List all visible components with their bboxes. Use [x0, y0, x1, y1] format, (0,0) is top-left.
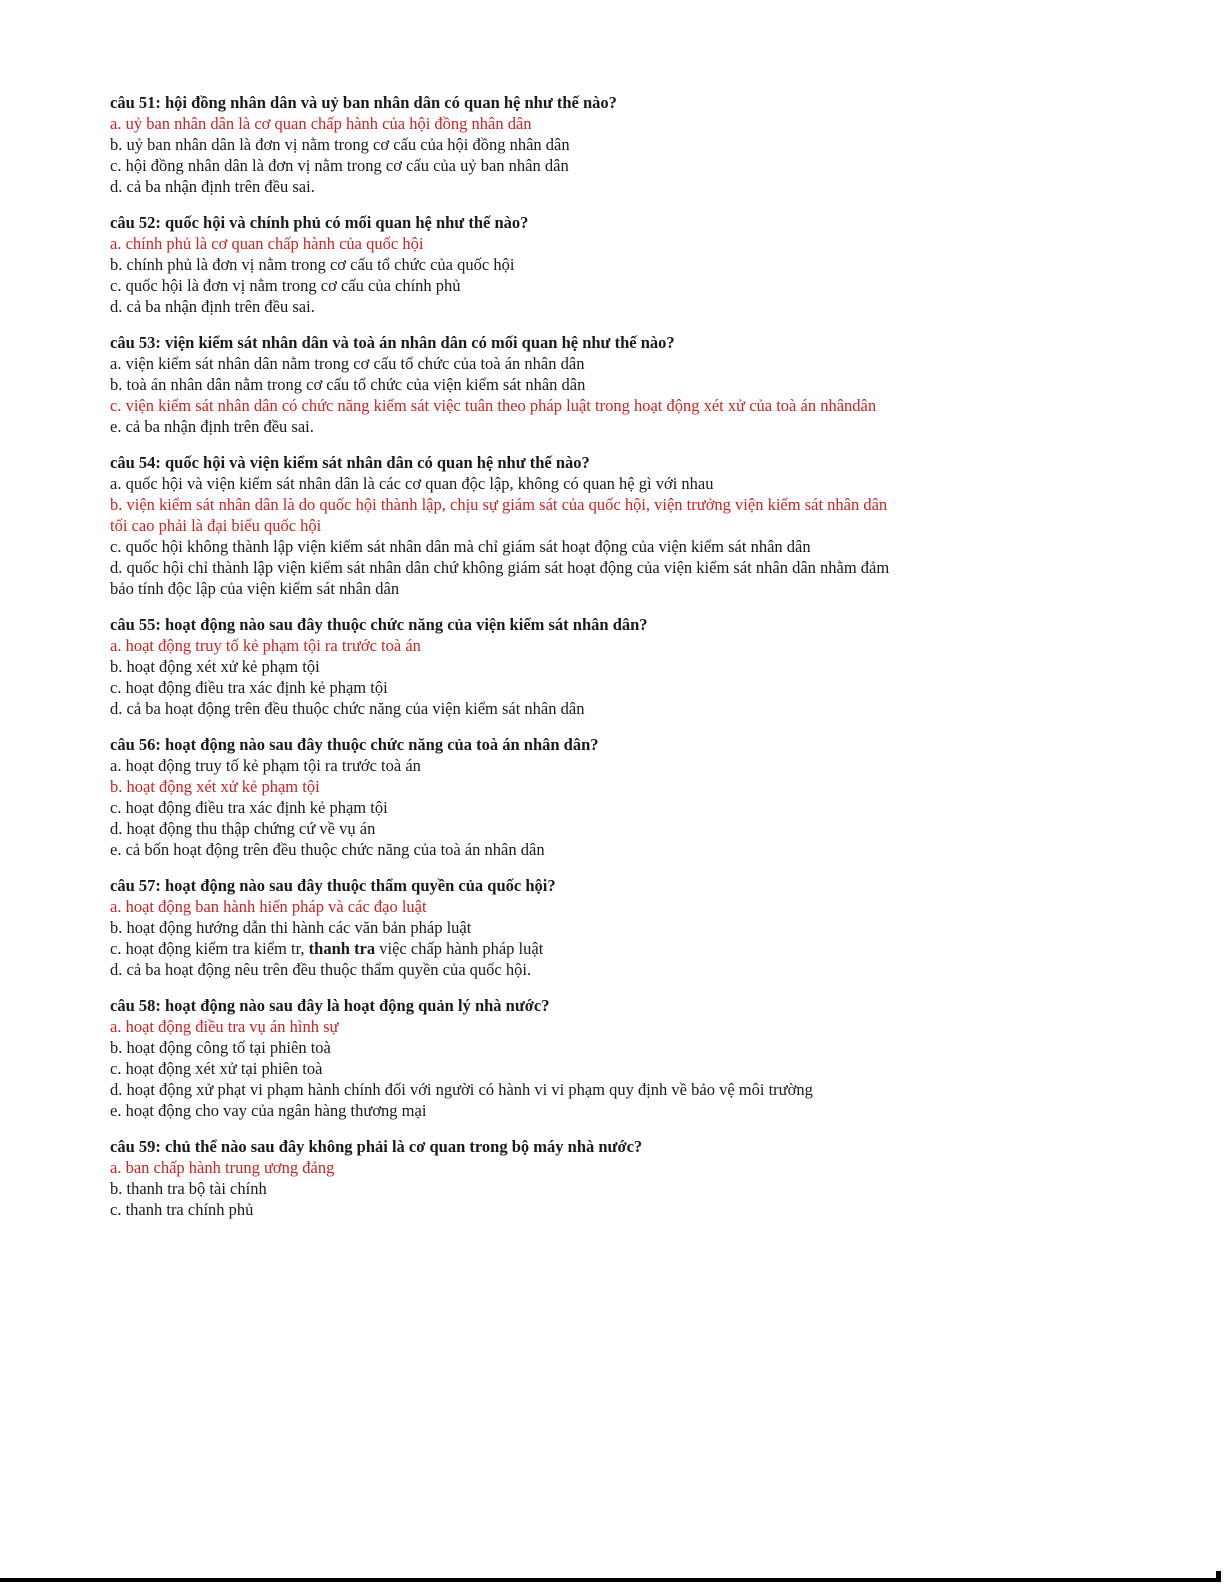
answer-option: b. hoạt động hướng dẫn thi hành các văn bản pháp luật: [110, 918, 472, 937]
answer-option: d. cả ba nhận định trên đều sai.: [110, 177, 315, 196]
answer-option: a. quốc hội và viện kiểm sát nhân dân là các cơ quan độc lập, không có quan hệ gì với nhau: [110, 474, 714, 493]
question-block-57: [110, 875, 902, 980]
answer-option: a. hoạt động điều tra vụ án hình sự: [110, 1017, 339, 1036]
option-text: c. hoạt động kiểm tra kiểm tr,: [110, 939, 309, 958]
question-block-59: [110, 1136, 902, 1220]
answer-option: a. hoạt động ban hành hiến pháp và các đạo luật: [110, 897, 427, 916]
answer-option: a. chính phủ là cơ quan chấp hành của quốc hội: [110, 234, 424, 253]
answer-option: b. hoạt động xét xử kẻ phạm tội: [110, 777, 320, 796]
option-text-bold: thanh tra: [308, 939, 376, 958]
answer-option: a. ban chấp hành trung ương đảng: [110, 1158, 335, 1177]
question-title: câu 55: hoạt động nào sau đây thuộc chức năng của viện kiểm sát nhân dân?: [110, 615, 648, 634]
answer-option: c. hoạt động điều tra xác định kẻ phạm tội: [110, 798, 388, 817]
quiz-document-page: [110, 92, 902, 1235]
answer-option: d. hoạt động thu thập chứng cứ về vụ án: [110, 819, 376, 838]
question-title: câu 58: hoạt động nào sau đây là hoạt động quản lý nhà nước?: [110, 996, 550, 1015]
answer-option: c. hoạt động xét xử tại phiên toà: [110, 1059, 323, 1078]
answer-option: b. thanh tra bộ tài chính: [110, 1179, 267, 1198]
answer-option: d. hoạt động xử phạt vi phạm hành chính đối với người có hành vi vi phạm quy định về bảo vệ môi trường: [110, 1080, 813, 1099]
answer-option: d. cả ba nhận định trên đều sai.: [110, 297, 315, 316]
question-title: câu 57: hoạt động nào sau đây thuộc thẩm quyền của quốc hội?: [110, 876, 556, 895]
option-text: việc chấp hành pháp luật: [375, 939, 544, 958]
answer-option: e. cả ba nhận định trên đều sai.: [110, 417, 314, 436]
answer-option: d. cả ba hoạt động trên đều thuộc chức năng của viện kiểm sát nhân dân: [110, 699, 585, 718]
answer-option: b. chính phủ là đơn vị nằm trong cơ cấu tổ chức của quốc hội: [110, 255, 515, 274]
answer-option: [110, 938, 902, 959]
answer-option: b. viện kiểm sát nhân dân là do quốc hội thành lập, chịu sự giám sát của quốc hội, viện trưởng viện kiểm sát nhân dân tối cao phải là đại biểu quốc hội: [110, 495, 888, 535]
answer-option: e. cả bốn hoạt động trên đều thuộc chức năng của toà án nhân dân: [110, 840, 545, 859]
question-block-58: [110, 995, 902, 1121]
answer-option: e. hoạt động cho vay của ngân hàng thương mại: [110, 1101, 427, 1120]
question-block-51: [110, 92, 902, 197]
question-block-54: [110, 452, 902, 599]
answer-option: a. hoạt động truy tố kẻ phạm tội ra trước toà án: [110, 636, 421, 655]
scan-artifact-bottom-line: [0, 1578, 1221, 1582]
answer-option: b. hoạt động xét xử kẻ phạm tội: [110, 657, 320, 676]
answer-option: b. hoạt động công tố tại phiên toà: [110, 1038, 331, 1057]
answer-option: b. toà án nhân dân nằm trong cơ cấu tổ chức của viện kiểm sát nhân dân: [110, 375, 586, 394]
answer-option: d. quốc hội chỉ thành lập viện kiểm sát nhân dân chứ không giám sát hoạt động của viện kiểm sát nhân dân nhằm đảm bảo tính độc lập của viện kiểm sát nhân dân: [110, 558, 890, 598]
question-block-52: [110, 212, 902, 317]
answer-option: c. hội đồng nhân dân là đơn vị nằm trong cơ cấu của uỷ ban nhân dân: [110, 156, 569, 175]
question-title: câu 51: hội đồng nhân dân và uỷ ban nhân dân có quan hệ như thế nào?: [110, 93, 617, 112]
question-title: câu 56: hoạt động nào sau đây thuộc chức năng của toà án nhân dân?: [110, 735, 599, 754]
answer-option: b. uỷ ban nhân dân là đơn vị nằm trong cơ cấu của hội đồng nhân dân: [110, 135, 570, 154]
answer-option: a. hoạt động truy tố kẻ phạm tội ra trước toà án: [110, 756, 421, 775]
question-block-53: [110, 332, 902, 437]
question-title: câu 54: quốc hội và viện kiểm sát nhân dân có quan hệ như thế nào?: [110, 453, 590, 472]
answer-option: a. viện kiểm sát nhân dân nằm trong cơ cấu tổ chức của toà án nhân dân: [110, 354, 585, 373]
answer-option: c. hoạt động điều tra xác định kẻ phạm tội: [110, 678, 388, 697]
answer-option: c. thanh tra chính phủ: [110, 1200, 254, 1219]
question-block-55: [110, 614, 902, 719]
question-title: câu 53: viện kiểm sát nhân dân và toà án nhân dân có mối quan hệ như thế nào?: [110, 333, 675, 352]
question-title: câu 59: chủ thể nào sau đây không phải là cơ quan trong bộ máy nhà nước?: [110, 1137, 643, 1156]
question-block-56: [110, 734, 902, 860]
answer-option: c. viện kiểm sát nhân dân có chức năng kiểm sát việc tuân theo pháp luật trong hoạt động xét xử của toà án nhândân: [110, 396, 877, 415]
answer-option: d. cả ba hoạt động nêu trên đều thuộc thẩm quyền của quốc hội.: [110, 960, 532, 979]
scan-artifact-corner-tick: [1216, 1571, 1221, 1582]
answer-option: a. uỷ ban nhân dân là cơ quan chấp hành của hội đồng nhân dân: [110, 114, 532, 133]
answer-option: c. quốc hội là đơn vị nằm trong cơ cấu của chính phủ: [110, 276, 461, 295]
question-title: câu 52: quốc hội và chính phủ có mối quan hệ như thế nào?: [110, 213, 529, 232]
answer-option: c. quốc hội không thành lập viện kiểm sát nhân dân mà chỉ giám sát hoạt động của viện kiểm sát nhân dân: [110, 537, 811, 556]
